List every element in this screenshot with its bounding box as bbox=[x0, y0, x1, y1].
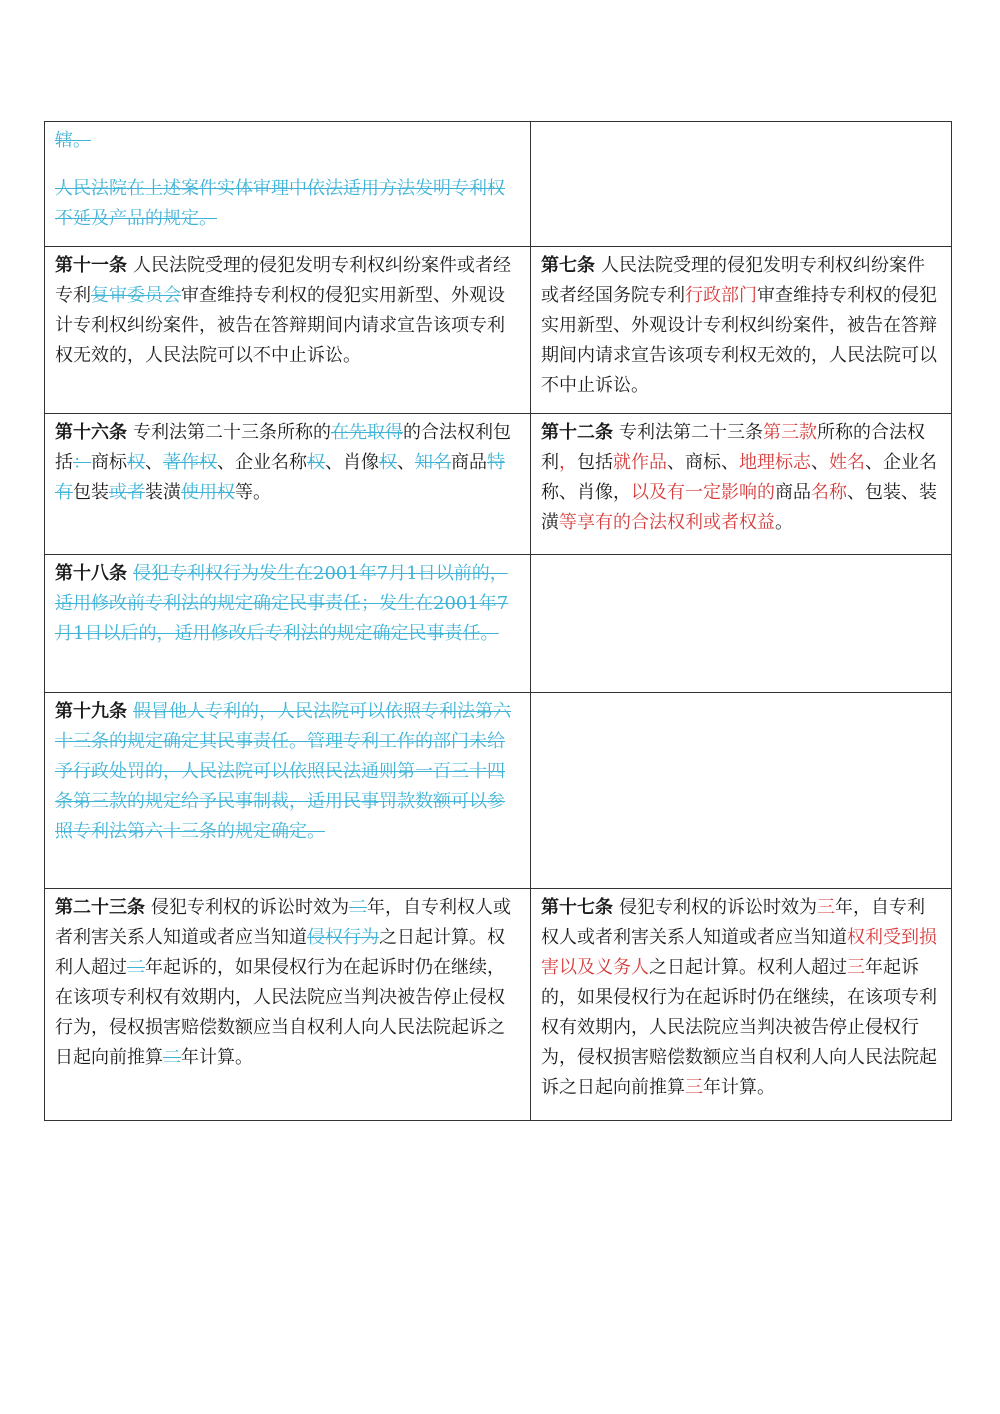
body-text: 、 bbox=[397, 452, 415, 473]
body-text: 、 bbox=[145, 452, 163, 473]
body-text: 年，自专利权人或者利害关系人知道或者应当知道 bbox=[541, 897, 925, 948]
paragraph bbox=[55, 559, 520, 649]
deleted-text: 人民法院在上述案件实体审理中依法适用方法发明专利权不延及产品的规定。 bbox=[55, 178, 505, 229]
article-number: 第十二条 bbox=[541, 422, 613, 443]
paragraph bbox=[55, 893, 520, 1073]
article-number: 第二十三条 bbox=[55, 897, 145, 918]
body-text: 年，自专利权人或者利害关系人知道或者应当知道 bbox=[55, 897, 511, 948]
body-text: 、肖像 bbox=[325, 452, 379, 473]
body-text: 、 bbox=[811, 452, 829, 473]
deleted-text: 权 bbox=[307, 452, 325, 473]
article-number: 第七条 bbox=[541, 255, 595, 276]
deleted-text: 特有 bbox=[55, 452, 505, 503]
body-text: 。 bbox=[775, 512, 793, 533]
body-text: 之日起计算。权利人超过 bbox=[55, 927, 505, 978]
body-text: 商品 bbox=[775, 482, 811, 503]
paragraph bbox=[55, 174, 520, 234]
added-text: 等享有的合法权利或者权益 bbox=[559, 512, 775, 533]
added-text: 三 bbox=[817, 897, 835, 918]
old-text-cell bbox=[45, 414, 531, 555]
body-text: 所称的合法权利 bbox=[541, 422, 925, 473]
added-text: 行政部门 bbox=[685, 285, 757, 306]
deleted-text: 权 bbox=[127, 452, 145, 473]
added-text: 地理标志 bbox=[739, 452, 811, 473]
added-text: 姓名 bbox=[829, 452, 865, 473]
table-row bbox=[45, 414, 952, 555]
body-text: 侵犯专利权的诉讼时效为 bbox=[151, 897, 349, 918]
deleted-text: 使用权 bbox=[181, 482, 235, 503]
added-text: 权利受到损害以及义务人 bbox=[541, 927, 937, 978]
table-row bbox=[45, 889, 952, 1121]
article-number: 第十八条 bbox=[55, 563, 127, 584]
new-text-cell bbox=[531, 122, 952, 247]
body-text: 年起诉的，如果侵权行为在起诉时仍在继续，在该项专利权有效期内，人民法院应当判决被告停止侵权行为，侵权损害赔偿数额应当自权利人向人民法院起诉之日起向前推算 bbox=[541, 957, 937, 1098]
article-number: 第十九条 bbox=[55, 701, 127, 722]
body-text: 、包装、装潢 bbox=[541, 482, 937, 533]
comparison-table-body bbox=[45, 122, 952, 1121]
deleted-text: 假冒他人专利的，人民法院可以依照专利法第六十三条的规定确定其民事责任。管理专利工作的部门未给予行政处罚的，人民法院可以依照民法通则第一百三十四条第三款的规定给予民事制裁，适用民事罚款数额可以参照专利法第六十三条的规定确定。 bbox=[55, 701, 511, 842]
deleted-text: 在先取得 bbox=[331, 422, 403, 443]
deleted-text: ： bbox=[73, 452, 91, 473]
old-text-cell bbox=[45, 693, 531, 889]
paragraph bbox=[541, 893, 941, 1103]
body-text: 商标 bbox=[91, 452, 127, 473]
article-number: 第十七条 bbox=[541, 897, 613, 918]
old-text-cell bbox=[45, 247, 531, 414]
deleted-text: 复审委员会 bbox=[91, 285, 181, 306]
body-text: 人民法院受理的侵犯发明专利权纠纷案件或者经国务院专利 bbox=[541, 255, 925, 306]
article-number: 第十一条 bbox=[55, 255, 127, 276]
body-text: 人民法院受理的侵犯发明专利权纠纷案件或者经专利 bbox=[55, 255, 511, 306]
new-text-cell bbox=[531, 693, 952, 889]
old-text-cell bbox=[45, 122, 531, 247]
paragraph bbox=[55, 251, 520, 371]
deleted-text: 二 bbox=[127, 957, 145, 978]
old-text-cell bbox=[45, 555, 531, 693]
table-row bbox=[45, 555, 952, 693]
body-text: 等。 bbox=[235, 482, 271, 503]
comparison-table bbox=[44, 121, 952, 1121]
body-text: 、商标、 bbox=[667, 452, 739, 473]
deleted-text: 二 bbox=[163, 1047, 181, 1068]
body-text: 审查维持专利权的侵犯实用新型、外观设计专利权纠纷案件，被告在答辩期间内请求宣告该项专利权无效的，人民法院可以不中止诉讼。 bbox=[55, 285, 505, 366]
added-text: 第三款 bbox=[763, 422, 817, 443]
added-text: 就作品 bbox=[613, 452, 667, 473]
body-text: 专利法第二十三条 bbox=[619, 422, 763, 443]
deleted-text: 二 bbox=[349, 897, 367, 918]
paragraph bbox=[541, 418, 941, 538]
new-text-cell bbox=[531, 889, 952, 1121]
table-row bbox=[45, 122, 952, 247]
body-text: 侵犯专利权的诉讼时效为 bbox=[619, 897, 817, 918]
body-text: 专利法第二十三条所称的 bbox=[133, 422, 331, 443]
body-text: 包括 bbox=[577, 452, 613, 473]
body-text: 、企业名称、肖像， bbox=[541, 452, 937, 503]
deleted-text: 知名 bbox=[415, 452, 451, 473]
new-text-cell bbox=[531, 414, 952, 555]
article-number: 第十六条 bbox=[55, 422, 127, 443]
body-text: 商品 bbox=[451, 452, 487, 473]
deleted-text: 侵犯专利权行为发生在2001年7月1日以前的，适用修改前专利法的规定确定民事责任；发生在2001年7月1日以后的，适用修改后专利法的规定确定民事责任。 bbox=[55, 563, 509, 644]
new-text-cell bbox=[531, 247, 952, 414]
paragraph bbox=[541, 251, 941, 401]
body-text: 年起诉的，如果侵权行为在起诉时仍在继续，在该项专利权有效期内，人民法院应当判决被告停止侵权行为，侵权损害赔偿数额应当自权利人向人民法院起诉之日起向前推算 bbox=[55, 957, 505, 1068]
deleted-text: 辖。 bbox=[55, 130, 91, 151]
table-row bbox=[45, 693, 952, 889]
paragraph bbox=[55, 697, 520, 847]
deleted-text: 或者 bbox=[109, 482, 145, 503]
body-text: 审查维持专利权的侵犯实用新型、外观设计专利权纠纷案件，被告在答辩期间内请求宣告该项专利权无效的，人民法院可以不中止诉讼。 bbox=[541, 285, 937, 396]
added-text: ， bbox=[559, 452, 577, 473]
added-text: 三 bbox=[685, 1077, 703, 1098]
deleted-text: 侵权行为 bbox=[307, 927, 379, 948]
paragraph bbox=[55, 126, 520, 156]
added-text: 三 bbox=[847, 957, 865, 978]
old-text-cell bbox=[45, 889, 531, 1121]
deleted-text: 权 bbox=[379, 452, 397, 473]
added-text: 名称 bbox=[811, 482, 847, 503]
body-text: 之日起计算。权利人超过 bbox=[649, 957, 847, 978]
paragraph bbox=[55, 418, 520, 508]
new-text-cell bbox=[531, 555, 952, 693]
body-text: 装潢 bbox=[145, 482, 181, 503]
body-text: 的合法权利包括 bbox=[55, 422, 511, 473]
deleted-text: 著作权 bbox=[163, 452, 217, 473]
body-text: 年计算。 bbox=[703, 1077, 775, 1098]
added-text: 以及有一定影响的 bbox=[631, 482, 775, 503]
body-text: 包装 bbox=[73, 482, 109, 503]
body-text: 年计算。 bbox=[181, 1047, 253, 1068]
body-text: 、企业名称 bbox=[217, 452, 307, 473]
table-row bbox=[45, 247, 952, 414]
